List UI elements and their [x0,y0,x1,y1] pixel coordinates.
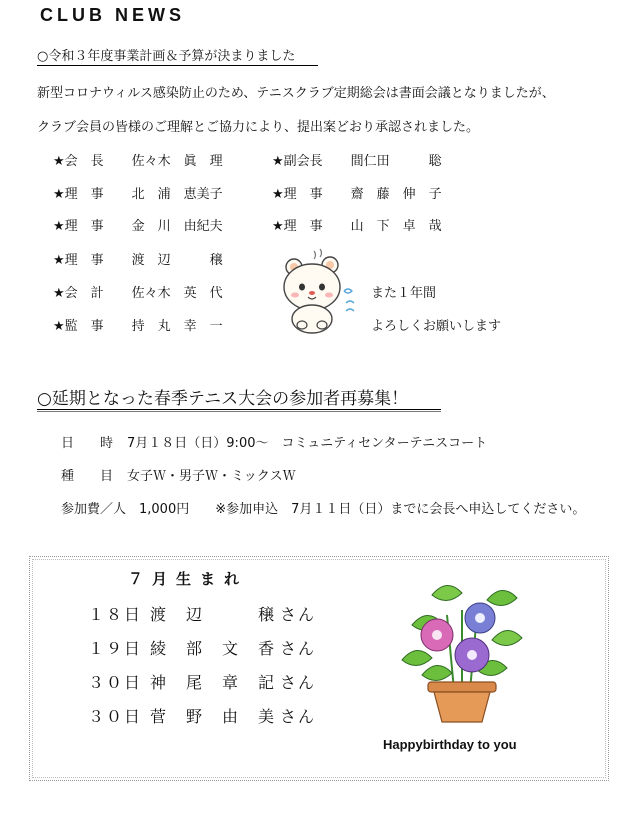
officer-name: 持 丸 幸 一 [131,319,223,334]
officer-name: 間仁田 聡 [350,154,442,169]
officer-role: ★会 長 [53,154,104,169]
officer-name: 山 下 卓 哉 [350,219,442,234]
officer-role: ★理 事 [53,219,104,234]
birthday-day: １９日 [88,639,143,658]
morning-glory-pot-illustration [392,580,532,725]
section1-heading: ○令和３年度事業計画＆予算が決まりました [37,49,296,64]
club-news-title: CLUB NEWS [40,5,185,25]
birthday-day: ３０日 [88,707,143,726]
event-date-label: 日 時 [61,436,114,451]
birthday-name: 神 尾 章 記 [150,673,277,692]
birthday-entry-2 [88,636,316,659]
officer-left-6 [53,315,223,334]
officer-name: 佐々木 英 代 [131,286,223,301]
birthday-day: １８日 [88,605,143,624]
birthday-suffix: さん [280,605,317,624]
section2-underline [37,409,441,410]
officer-role: ★理 事 [53,253,104,268]
officer-name: 齋 藤 伸 子 [350,187,442,202]
birthday-day: ３０日 [88,673,143,692]
event-type-row [61,465,296,484]
officer-role: ★会 計 [53,286,104,301]
bear-mascot-illustration [272,247,367,337]
officer-name: 佐々木 眞 理 [131,154,223,169]
event-type-value: 女子Ｗ・男子Ｗ・ミックスＷ [127,469,296,484]
section1-underline [37,65,318,66]
section2-underline-shadow [37,411,441,412]
officer-right-3 [272,215,442,234]
officer-left-1 [53,150,223,169]
officer-left-2 [53,183,223,202]
birthday-suffix: さん [280,707,317,726]
officer-name: 北 浦 恵美子 [131,187,223,202]
officer-right-2 [272,183,442,202]
officer-role: ★監 事 [53,319,104,334]
bear-message-line2: よろしくお願いします [371,319,502,334]
officer-name: 金 川 由紀夫 [131,219,223,234]
officer-name: 渡 辺 穣 [131,253,223,268]
officer-role: ★理 事 [272,187,323,202]
officer-role: ★副会長 [272,154,323,169]
birthday-name: 渡 辺 穣 [150,605,277,624]
section2-heading: ○延期となった春季テニス大会の参加者再募集！ [37,389,409,409]
officer-right-1 [272,150,442,169]
birthday-entry-3 [88,670,316,693]
birthday-suffix: さん [280,673,317,692]
event-type-label: 種 目 [61,469,114,484]
officer-left-3 [53,215,223,234]
birthday-entry-4 [88,704,316,727]
event-fee-text: 参加費／人 1,000円 ※参加申込 7月１１日（日）までに会長へ申込してください。 [61,502,586,517]
officer-role: ★理 事 [272,219,323,234]
section1-paragraph-line1: 新型コロナウィルス感染防止のため、テニスクラブ定期総会は書面会議となりましたが、 [37,86,555,101]
happy-birthday-caption: Happybirthday to you [383,737,517,752]
birthday-title: ７月生まれ [128,570,249,588]
birthday-name: 菅 野 由 美 [150,707,277,726]
event-date-value: 7月１８日（日）9:00～ コミュニティセンターテニスコート [127,436,488,451]
birthday-name: 綾 部 文 香 [150,639,277,658]
birthday-suffix: さん [280,639,317,658]
bear-message-line1: また１年間 [371,286,437,301]
officer-left-4 [53,249,223,268]
officer-role: ★理 事 [53,187,104,202]
birthday-entry-1 [88,602,316,625]
event-date-row [61,432,487,451]
section1-paragraph-line2: クラブ会員の皆様のご理解とご協力により、提出案どおり承認されました。 [37,120,480,135]
officer-left-5 [53,282,223,301]
